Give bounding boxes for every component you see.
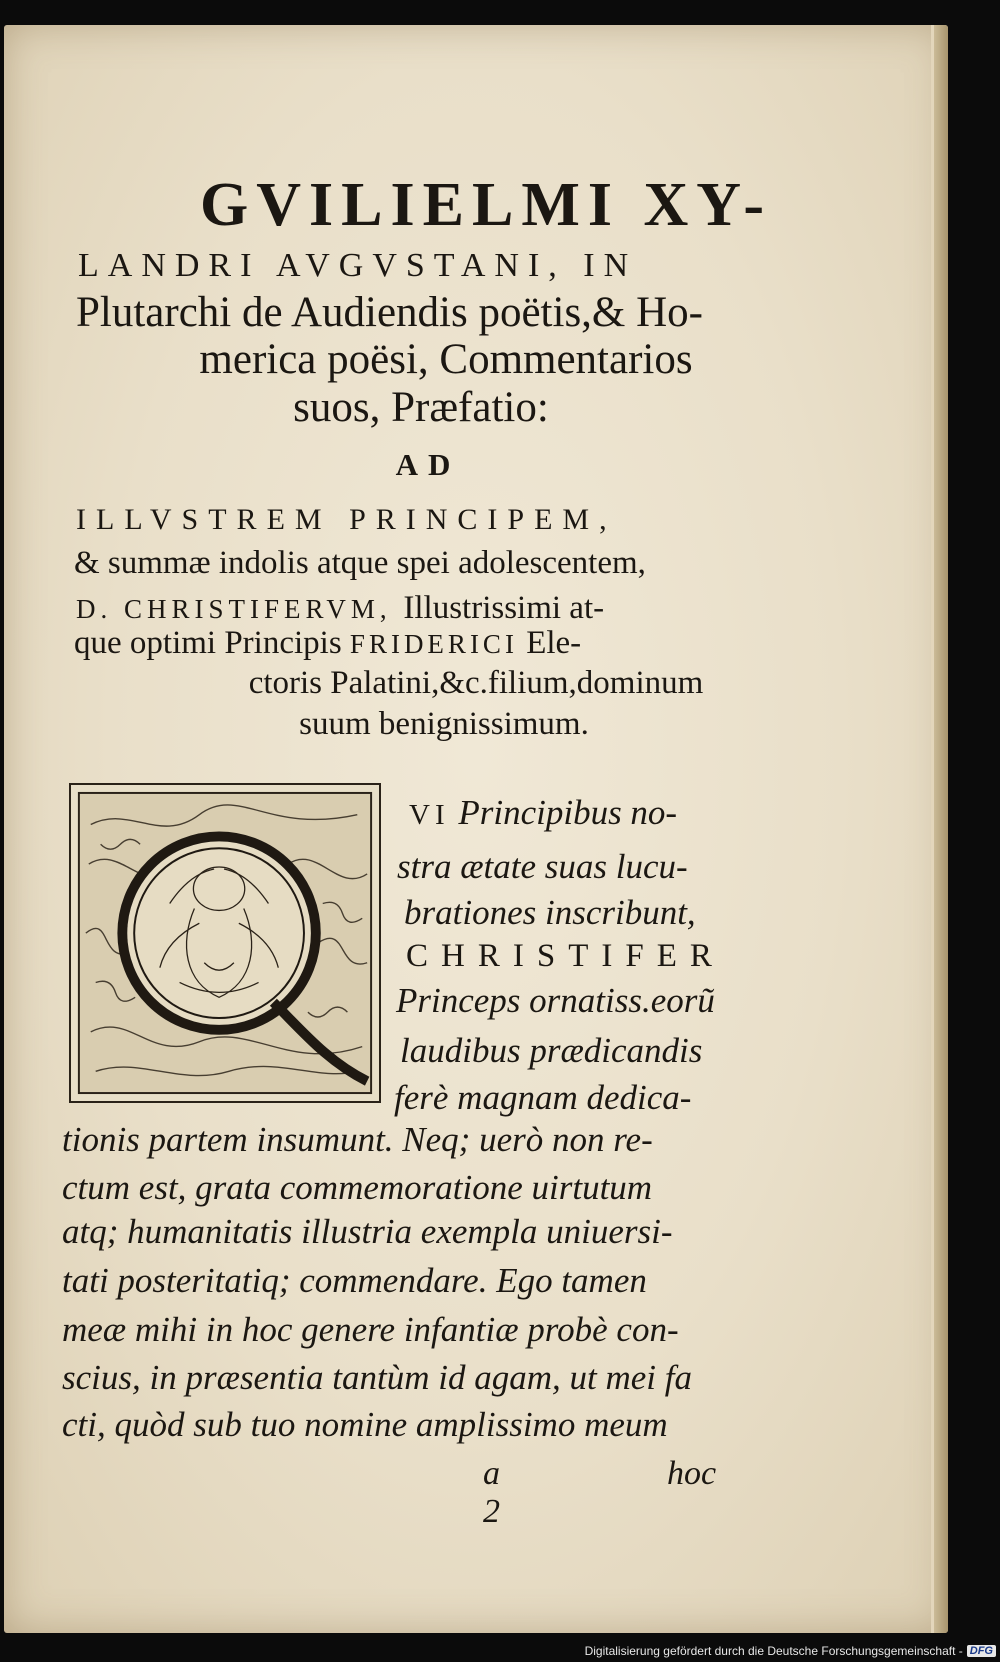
title-line-5: suos, Præfatio: <box>293 384 549 431</box>
dedication-line-3-rest: Illustrissimi at- <box>403 590 605 626</box>
body-line-13: scius, in præsentia tantùm id agam, ut mei fa <box>62 1358 692 1397</box>
title-line-2: LANDRI AVGVSTANI, IN <box>78 247 638 284</box>
body-line-4: CHRISTIFER <box>406 938 725 974</box>
dedication-line-4 <box>74 625 754 662</box>
body-line-1-caps: VI <box>409 799 450 831</box>
body-line-5: Princeps ornatiss.eorũ <box>396 981 715 1020</box>
dedication-line-4-post: Ele- <box>526 625 582 661</box>
dedication-line-3 <box>76 590 756 627</box>
body-line-9: ctum est, grata commemoratione uirtutum <box>62 1168 653 1207</box>
dedication-line-4-pre: que optimi Principis <box>74 625 342 661</box>
footer-text: Digitalisierung gefördert durch die Deutsche Forschungsgemeinschaft - <box>584 1644 963 1658</box>
title-line-1: GVILIELMI XY- <box>200 171 772 239</box>
dedication-line-1: ILLVSTREM PRINCIPEM, <box>76 503 617 536</box>
body-line-3: brationes inscribunt, <box>404 893 696 932</box>
catchword: hoc <box>667 1455 717 1492</box>
digitization-footer <box>585 1644 996 1658</box>
book-spine <box>934 25 948 1633</box>
dedication-father-name: FRIDERICI <box>349 629 518 659</box>
dedication-ad: AD <box>395 447 461 482</box>
body-line-1-rest: Principibus no- <box>458 793 678 832</box>
signature-mark: a 2 <box>483 1455 514 1530</box>
dedication-line-5: ctoris Palatini,&c.filium,dominum <box>248 665 704 701</box>
title-line-4: merica poësi, Commentarios <box>199 336 693 383</box>
book-page <box>4 25 948 1633</box>
body-line-7: ferè magnam dedica- <box>394 1078 692 1117</box>
dfg-logo: DFG <box>967 1645 996 1657</box>
body-line-12: meæ mihi in hoc genere infantiæ probè con- <box>62 1310 679 1349</box>
body-line-10: atq; humanitatis illustria exempla uniuersi- <box>62 1212 673 1251</box>
dedication-line-2: & summæ indolis atque spei adolescentem, <box>74 545 646 581</box>
body-line-14: cti, quòd sub tuo nomine amplissimo meum <box>62 1405 668 1444</box>
body-line-1 <box>409 793 749 833</box>
body-line-2: stra ætate suas lucu- <box>397 847 688 886</box>
body-line-8: tionis partem insumunt. Neq; uerò non re- <box>62 1120 653 1159</box>
dedication-line-6: suum benignissimum. <box>299 706 589 742</box>
title-line-3: Plutarchi de Audiendis poëtis,& Ho- <box>76 289 704 336</box>
body-line-11: tati posteritatiq; commendare. Ego tamen <box>62 1261 647 1300</box>
woodcut-illustration <box>71 785 379 1101</box>
body-line-6: laudibus prædicandis <box>400 1031 703 1070</box>
decorated-initial-woodcut <box>69 783 381 1103</box>
dedication-name: D. CHRISTIFERVM, <box>76 594 392 624</box>
